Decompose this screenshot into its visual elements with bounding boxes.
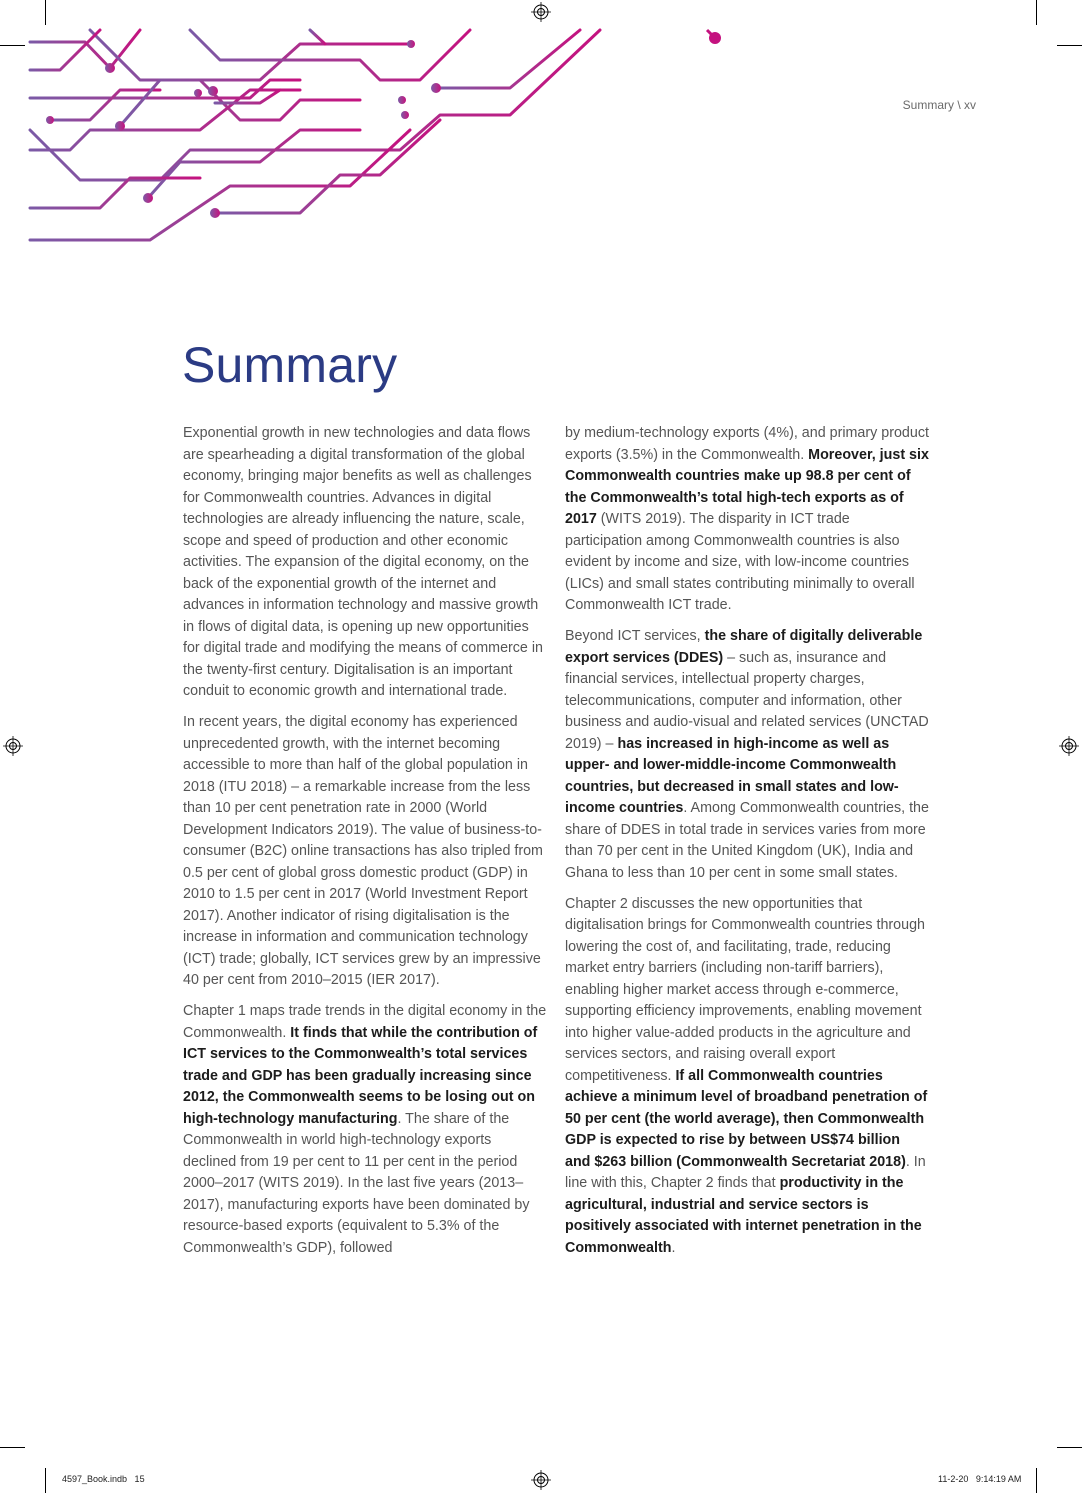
bold-text-run: It finds that while the contribution of ICT services to the Commonwealth’s total services trade and GDP has been gradually increasing since 2012, the Commonwealth seems to be losing out on high-technology manufacturing (183, 1024, 538, 1127)
crop-mark (1057, 1447, 1082, 1448)
registration-mark-icon (1059, 736, 1079, 756)
paragraph (183, 712, 547, 992)
text-run: . In line with this, Chapter 2 finds that (565, 1153, 926, 1191)
text-run: Exponential growth in new technologies and data flows are spearheading a digital transformation of the global economy, bringing major benefits as well as challenges for Commonwealth countries. Advances in digital technologies are already influencing the nature, scale, scope and speed of production and other economic activities. The expansion of the digital economy, on the back of the exponential growth of the internet and advances in information technology and massive growth in flows of digital data, is opening up new opportunities for digital trade and modifying the means of commerce in the twenty-first century. Digitalisation is an important conduit to economic growth and international trade. (183, 425, 543, 699)
bold-text-run: Moreover, just six Commonwealth countries make up 98.8 per cent of the Commonwealth’s total high-tech exports as of 2017 (565, 446, 929, 527)
paragraph (565, 894, 929, 1260)
running-head: Summary \ xv (902, 98, 976, 112)
right-column (565, 423, 929, 1269)
paragraph (565, 423, 929, 617)
crop-mark (1036, 0, 1037, 25)
left-column (183, 423, 547, 1269)
registration-mark-icon (531, 1470, 551, 1490)
text-run: . Among Commonwealth countries, the share of DDES in total trade in services varies from more than 70 per cent in the United Kingdom (UK), India and Ghana to less than 10 per cent in some small states. (565, 800, 929, 881)
text-run: Beyond ICT services, (565, 628, 705, 644)
page-title: Summary (182, 337, 398, 393)
text-run: Chapter 1 maps trade trends in the digital economy in the Commonwealth. (183, 1003, 547, 1041)
crop-mark (1057, 45, 1082, 46)
text-run: Chapter 2 discusses the new opportunities that digitalisation brings for Commonwealth countries through lowering the cost of, and facilitating, trade, reducing market entry barriers (including non-tariff barriers), enabling higher market access through e-commerce, supporting efficiency improvements, enabling movement into higher value-added products in the agriculture and services sectors, and raising overall export competitiveness. (565, 895, 925, 1084)
crop-mark (1036, 1468, 1037, 1493)
crop-mark (45, 1468, 46, 1493)
paragraph (565, 626, 929, 884)
text-run: by medium-technology exports (4%), and primary product exports (3.5%) in the Commonwealth. (565, 425, 929, 463)
text-run: In recent years, the digital economy has experienced unprecedented growth, with the internet becoming accessible to more than half of the global population in 2018 (ITU 2018) – a remarkable increase from the less than 10 per cent penetration rate in 2000 (World Development Indicators 2019). The value of business-to-consumer (B2C) online transactions has also tripled from 0.5 per cent of global gross domestic product (GDP) in 2010 to 1.5 per cent in 2017 (World Investment Report 2017). Another indicator of rising digitalisation is the increase in information and communication technology (ICT) trade; globally, ICT services grew by an impressive 40 per cent from 2010–2015 (IER 2017). (183, 714, 543, 988)
bold-text-run: has increased in high-income as well as upper- and lower-middle-income Commonwealth countries, but decreased in small states and low-income countries (565, 735, 899, 816)
paragraph (183, 423, 547, 703)
crop-mark (0, 1447, 25, 1448)
file-slug: 4597_Book.indb 15 (62, 1474, 145, 1484)
text-run: . The share of the Commonwealth in world high-technology exports declined from 19 per cent to 11 per cent in the period 2000–2017 (WITS 2019). In the last five years (2013–2017), manufacturing exports have been dominated by resource-based exports (equivalent to 5.3% of the Commonwealth’s GDP), followed (183, 1110, 530, 1256)
text-run: (WITS 2019). The disparity in ICT trade participation among Commonwealth countries is also evident by income and size, with low-income countries (LICs) and small states contributing minimally to overall Commonwealth ICT trade. (565, 511, 915, 613)
bold-text-run: productivity in the agricultural, industrial and service sectors is positively associated with internet penetration in the Commonwealth (565, 1175, 922, 1256)
text-run: . (671, 1239, 676, 1256)
print-timestamp: 11-2-20 9:14:19 AM (938, 1474, 1022, 1484)
paragraph (183, 1001, 547, 1259)
bold-text-run: the share of digitally deliverable export services (DDES) (565, 628, 923, 666)
circuit-graphic-icon (0, 0, 740, 250)
bold-text-run: If all Commonwealth countries achieve a minimum level of broadband penetration of 50 per cent (the world average), then Commonwealth GDP is expected to rise by between US$74 billion and $263 billion (Commonwealth Secretariat 2018) (565, 1067, 928, 1170)
registration-mark-icon (3, 736, 23, 756)
text-run: – such as, insurance and financial services, intellectual property charges, telecommunications, computer and information, other business and audio-visual and related services (UNCTAD 2019) – (565, 649, 929, 752)
